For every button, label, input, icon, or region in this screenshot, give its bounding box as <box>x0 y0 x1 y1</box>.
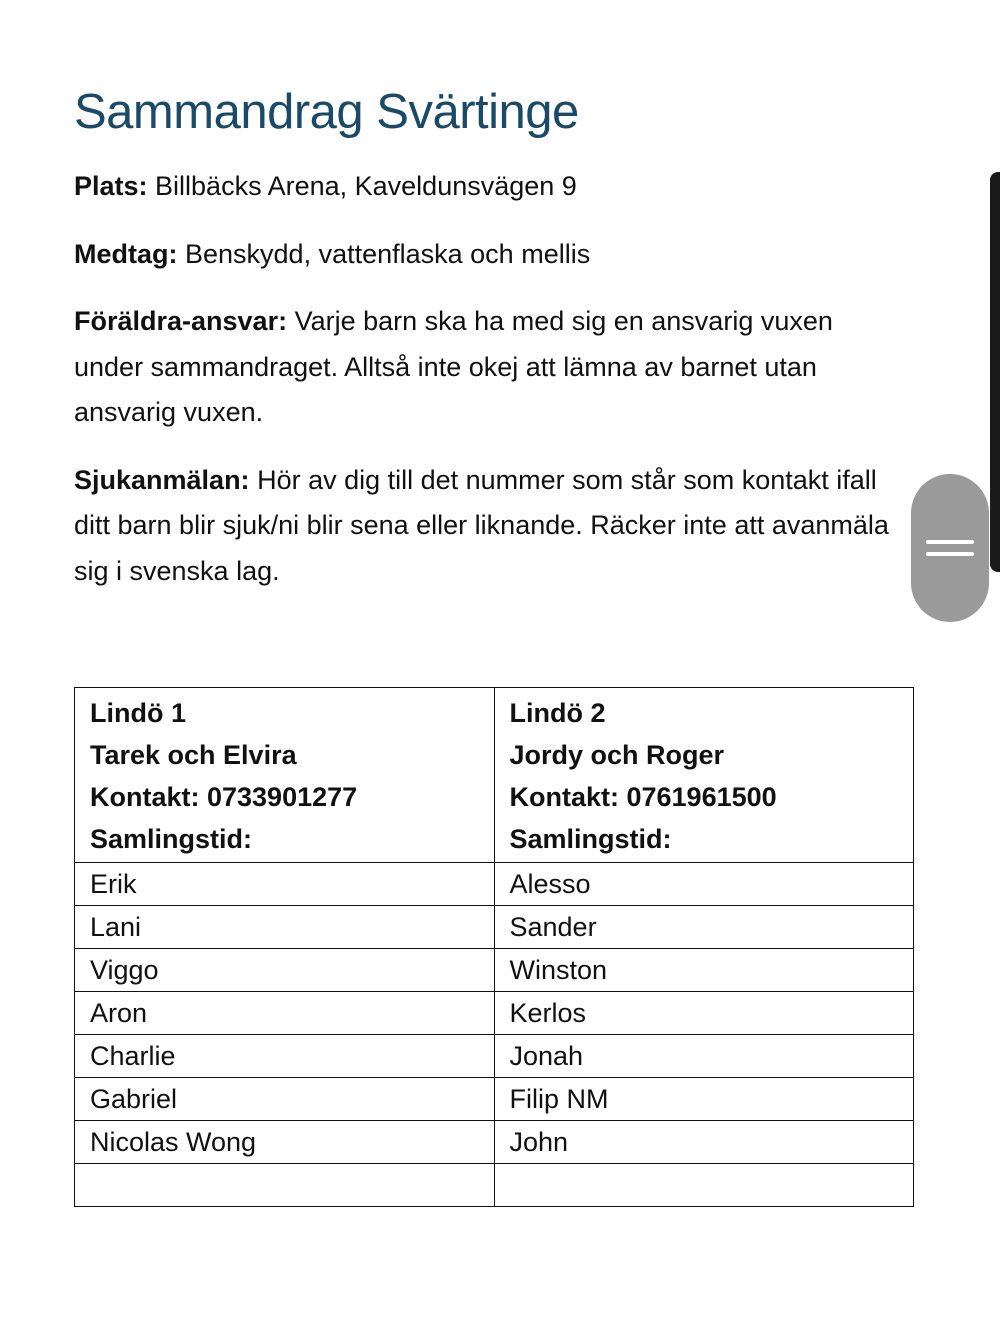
player-cell: John <box>494 1121 914 1164</box>
table-header-row <box>75 688 914 863</box>
scrollbar-handle[interactable] <box>911 474 989 622</box>
page-title: Sammandrag Svärtinge <box>74 85 579 139</box>
paragraph-foraldra-ansvar <box>74 299 904 436</box>
player-cell: Sander <box>494 906 914 949</box>
player-cell: Kerlos <box>494 992 914 1035</box>
team-coaches: Jordy och Roger <box>509 740 725 770</box>
table-row <box>75 863 914 906</box>
grip-lines-icon <box>926 532 974 564</box>
player-cell: Jonah <box>494 1035 914 1078</box>
team-name: Lindö 1 <box>90 698 186 728</box>
paragraph-medtag <box>74 232 904 278</box>
table-row <box>75 1078 914 1121</box>
table-row <box>75 949 914 992</box>
paragraph-text: Hör av dig till det nummer som står som kontakt ifall ditt barn blir sjuk/ni blir sena eller liknande. Räcker inte att avanmäla sig i svenska lag. <box>74 464 889 586</box>
team-coaches: Tarek och Elvira <box>90 740 297 770</box>
table-row <box>75 906 914 949</box>
player-cell: Winston <box>494 949 914 992</box>
player-cell: Gabriel <box>75 1078 495 1121</box>
paragraph-label: Plats: <box>74 171 148 201</box>
player-cell: Viggo <box>75 949 495 992</box>
paragraph-text: Varje barn ska ha med sig en ansvarig vuxen under sammandraget. Alltså inte okej att lämna av barnet utan ansvarig vuxen. <box>74 306 833 427</box>
table-row <box>75 1035 914 1078</box>
document-body <box>74 80 914 616</box>
paragraph-plats <box>74 164 904 210</box>
paragraph-label: Föräldra-ansvar: <box>74 306 288 336</box>
paragraph-sjukanmalan <box>74 458 904 595</box>
player-cell <box>494 1164 914 1207</box>
table-row-empty <box>75 1164 914 1207</box>
player-cell: Filip NM <box>494 1078 914 1121</box>
team-gathering-time: Samlingstid: <box>509 824 672 854</box>
player-cell: Nicolas Wong <box>75 1121 495 1164</box>
player-cell: Erik <box>75 863 495 906</box>
paragraph-text: Billbäcks Arena, Kaveldunsvägen 9 <box>147 171 577 201</box>
scrollbar-track[interactable] <box>990 172 1000 572</box>
team-header-cell <box>75 688 495 863</box>
table-row <box>75 992 914 1035</box>
player-cell <box>75 1164 495 1207</box>
table-row <box>75 1121 914 1164</box>
paragraph-text: Benskydd, vattenflaska och mellis <box>177 238 591 269</box>
team-contact: Kontakt: 0733901277 <box>90 782 358 812</box>
team-header-cell <box>494 688 914 863</box>
paragraph-label: Medtag: <box>74 238 178 269</box>
paragraph-label: Sjukanmälan: <box>74 464 250 495</box>
player-cell: Charlie <box>75 1035 495 1078</box>
team-gathering-time: Samlingstid: <box>90 824 253 854</box>
player-cell: Alesso <box>494 863 914 906</box>
team-roster-table <box>74 687 914 1207</box>
team-name: Lindö 2 <box>509 698 606 728</box>
player-cell: Aron <box>75 992 495 1035</box>
team-contact: Kontakt: 0761961500 <box>509 782 777 812</box>
player-cell: Lani <box>75 906 495 949</box>
